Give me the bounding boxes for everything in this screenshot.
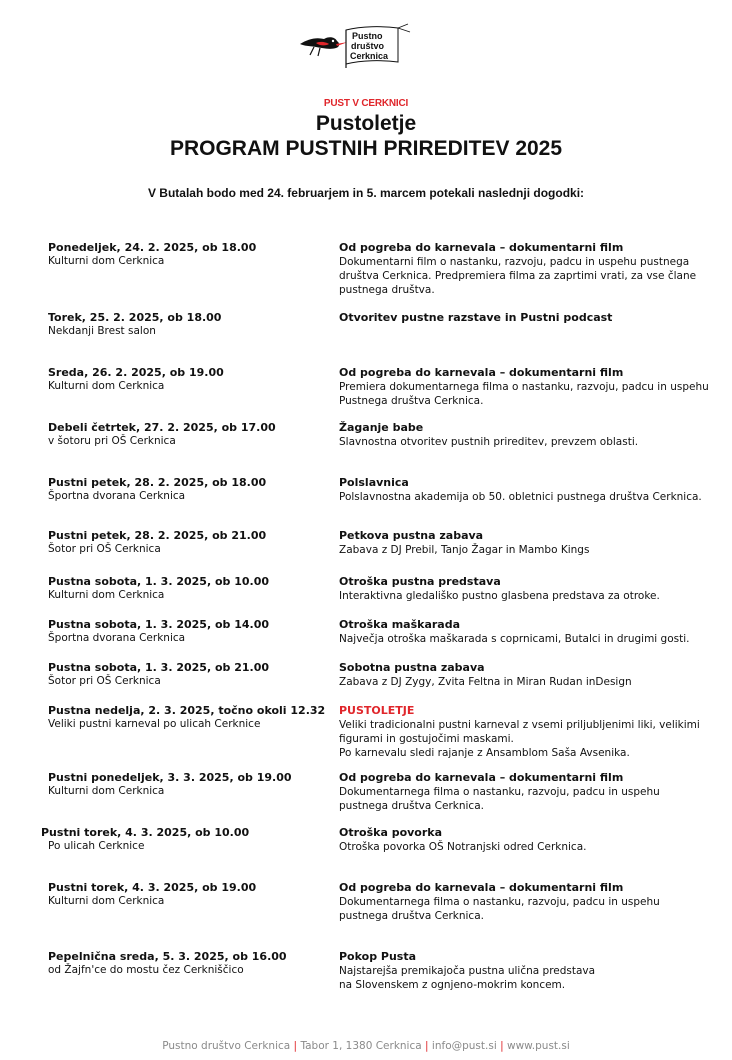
event-venue: od Žajfn'ce do mostu čez Cerkniščico — [48, 964, 244, 976]
header-kicker: PUST V CERKNICI — [323, 98, 409, 109]
event-date: Pustna nedelja, 2. 3. 2025, točno okoli 12.32 — [48, 704, 326, 717]
event-description: Polslavnostna akademija ob 50. obletnici pustnega društva Cerknica. — [339, 491, 702, 503]
event-venue: Veliki pustni karneval po ulicah Cerknice — [48, 718, 261, 730]
footer-separator: | — [500, 1040, 504, 1052]
event-date: Ponedeljek, 24. 2. 2025, ob 18.00 — [48, 241, 257, 254]
event-title: Otroška pustna predstava — [339, 575, 501, 588]
event-date: Sreda, 26. 2. 2025, ob 19.00 — [48, 366, 224, 379]
event-description: Dokumentarnega filma o nastanku, razvoju, padcu in uspehu pustnega društva Cerknica. — [339, 896, 660, 922]
logo-text-line1: Pustno — [352, 31, 383, 41]
event-date: Pustna sobota, 1. 3. 2025, ob 14.00 — [48, 618, 270, 631]
event-title: Sobotna pustna zabava — [339, 661, 485, 674]
bird-mascot-icon — [300, 37, 348, 56]
event-date: Pepelnična sreda, 5. 3. 2025, ob 16.00 — [48, 950, 287, 963]
event-description: Dokumentarnega filma o nastanku, razvoju, padcu in uspehu pustnega društva Cerknica. — [339, 786, 660, 812]
event-title: Pokop Pusta — [339, 950, 417, 963]
event-date: Torek, 25. 2. 2025, ob 18.00 — [48, 311, 222, 324]
logo-text-line3: Cerknica — [350, 51, 389, 61]
event-date: Pustni petek, 28. 2. 2025, ob 18.00 — [48, 476, 267, 489]
footer-address: Tabor 1, 1380 Cerknica — [300, 1040, 422, 1052]
event-title: Otroška povorka — [339, 826, 443, 839]
event-description: Zabava z DJ Zygy, Zvita Feltna in Miran Rudan inDesign — [339, 676, 632, 688]
event-description: Slavnostna otvoritev pustnih prireditev, prevzem oblasti. — [339, 436, 639, 448]
event-venue: Kulturni dom Cerknica — [48, 785, 165, 797]
event-venue: Nekdanji Brest salon — [48, 325, 156, 337]
event-description: Dokumentarni film o nastanku, razvoju, padcu in uspehu pustnega društva Cerknica. Predpremiera filma za zaprtimi vrati, za vse člane pustnega društva. — [339, 256, 697, 296]
event-venue: Kulturni dom Cerknica — [48, 895, 165, 907]
event-title: Od pogreba do karnevala – dokumentarni film — [339, 366, 624, 379]
footer-email-link[interactable]: info@pust.si — [431, 1040, 497, 1052]
event-description: Največja otroška maškarada s coprnicami, Butalci in drugimi gosti. — [339, 633, 690, 645]
event-venue: Kulturni dom Cerknica — [48, 255, 165, 267]
event-description-extra: na Slovenskem z ognjeno-mokrim koncem. — [339, 979, 566, 991]
event-venue: Šotor pri OŠ Cerknica — [48, 675, 161, 687]
event-title: Otroška maškarada — [339, 618, 461, 631]
event-description-extra: Po karnevalu sledi rajanje z Ansamblom Saša Avsenika. — [339, 747, 630, 759]
event-title: Žaganje babe — [339, 421, 424, 434]
event-description: Otroška povorka OŠ Notranjski odred Cerknica. — [339, 841, 587, 853]
event-title: Od pogreba do karnevala – dokumentarni film — [339, 881, 624, 894]
event-venue: v šotoru pri OŠ Cerknica — [48, 435, 176, 447]
page-title: Pustoletje — [315, 112, 417, 135]
event-description: Zabava z DJ Prebil, Tanjo Žagar in Mambo Kings — [339, 544, 590, 556]
event-date: Pustni petek, 28. 2. 2025, ob 21.00 — [48, 529, 267, 542]
event-title: Od pogreba do karnevala – dokumentarni film — [339, 771, 624, 784]
event-venue: Športna dvorana Cerknica — [48, 632, 186, 644]
event-venue: Kulturni dom Cerknica — [48, 380, 165, 392]
intro-text: V Butalah bodo med 24. februarjem in 5. marcem potekali naslednji dogodki: — [147, 186, 585, 200]
event-description: Premiera dokumentarnega filma o nastanku, razvoju, padcu in uspehu Pustnega društva Cerknica. — [339, 381, 709, 407]
footer-separator: | — [293, 1040, 298, 1052]
event-title: Polslavnica — [339, 476, 409, 489]
event-date: Pustna sobota, 1. 3. 2025, ob 10.00 — [48, 575, 270, 588]
event-title: PUSTOLETJE — [339, 704, 415, 717]
footer-org: Pustno društvo Cerknica — [162, 1040, 291, 1052]
event-date: Pustni torek, 4. 3. 2025, ob 19.00 — [48, 881, 257, 894]
event-date: Pustni torek, 4. 3. 2025, ob 10.00 — [41, 826, 250, 839]
footer-web-link[interactable]: www.pust.si — [506, 1040, 570, 1052]
event-date: Pustni ponedeljek, 3. 3. 2025, ob 19.00 — [48, 771, 292, 784]
event-description: Najstarejša premikajoča pustna ulična predstava — [339, 965, 596, 977]
event-date: Debeli četrtek, 27. 2. 2025, ob 17.00 — [48, 421, 276, 434]
event-title: Od pogreba do karnevala – dokumentarni film — [339, 241, 624, 254]
event-venue: Športna dvorana Cerknica — [48, 490, 186, 502]
page-subtitle: PROGRAM PUSTNIH PRIREDITEV 2025 — [169, 137, 563, 160]
event-description: Interaktivna gledališko pustno glasbena predstava za otroke. — [339, 590, 660, 602]
pustno-drustvo-logo — [296, 22, 416, 70]
event-venue: Po ulicah Cerknice — [48, 840, 145, 852]
event-venue: Šotor pri OŠ Cerknica — [48, 543, 161, 555]
event-title: Petkova pustna zabava — [339, 529, 484, 542]
event-date: Pustna sobota, 1. 3. 2025, ob 21.00 — [48, 661, 270, 674]
page-footer — [0, 1040, 732, 1052]
footer-separator: | — [425, 1040, 429, 1052]
logo-text-line2: društvo — [351, 41, 385, 51]
event-description: Veliki tradicionalni pustni karneval z vsemi priljubljenimi liki, velikimi figurami in gostujočimi maskami. — [339, 719, 700, 745]
event-title: Otvoritev pustne razstave in Pustni podcast — [339, 311, 613, 324]
event-venue: Kulturni dom Cerknica — [48, 589, 165, 601]
